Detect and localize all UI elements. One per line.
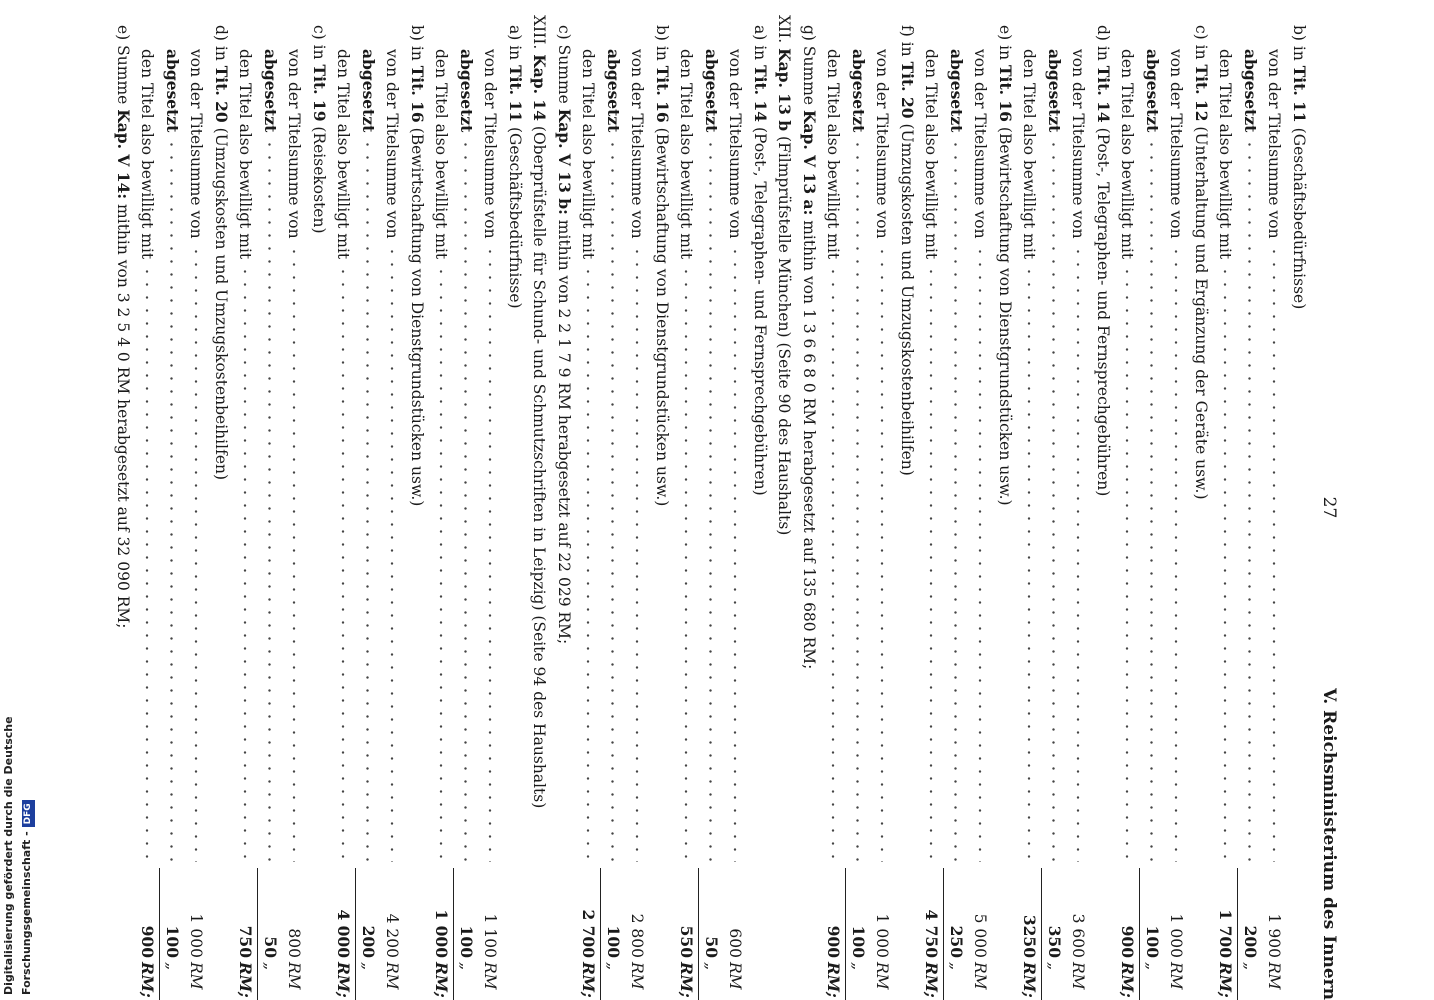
ledger-row-total bbox=[1115, 15, 1140, 1000]
ledger-row-total bbox=[331, 15, 356, 1000]
dot-leader bbox=[429, 265, 454, 862]
row-label: den Titel also bewilligt mit bbox=[432, 49, 451, 260]
dot-leader bbox=[601, 138, 626, 862]
ledger-heading bbox=[650, 15, 675, 1000]
row-label: abgesetzt bbox=[261, 49, 280, 133]
currency-unit: „ bbox=[845, 962, 871, 1000]
ledger-heading bbox=[748, 15, 773, 1000]
dot-leader bbox=[625, 245, 650, 862]
dot-leader bbox=[944, 138, 969, 862]
amount: 1 100 bbox=[481, 913, 500, 958]
page-header bbox=[1311, 15, 1345, 1000]
row-label: a) in Tit. 14 (Post-, Telegraphen- und Fernsprechgebühren) bbox=[751, 25, 770, 496]
amount: 100 bbox=[600, 868, 626, 962]
currency-unit: „ bbox=[698, 962, 724, 1000]
currency-unit: „ bbox=[159, 962, 185, 1000]
currency-unit: RM bbox=[285, 962, 304, 990]
amount: 100 bbox=[845, 868, 871, 962]
title-reference: Kap. V 13 a: bbox=[800, 110, 819, 216]
ledger-heading bbox=[772, 15, 797, 1000]
row-label: von der Titelsumme von bbox=[873, 49, 892, 239]
ledger-heading bbox=[307, 15, 332, 1000]
dot-leader bbox=[184, 245, 209, 862]
title-reference: Tit. 20 bbox=[898, 61, 917, 119]
ledger-row-total bbox=[1017, 15, 1042, 1000]
row-label: von der Titelsumme von bbox=[285, 49, 304, 239]
ledger-row bbox=[356, 15, 381, 1000]
title-reference: Tit. 12 bbox=[1192, 64, 1211, 122]
currency-unit: „ bbox=[1139, 962, 1165, 1000]
dot-leader bbox=[160, 138, 185, 862]
amount: 250 bbox=[943, 868, 969, 962]
title-reference: Tit. 11 bbox=[1290, 65, 1309, 123]
currency-unit: „ bbox=[1237, 962, 1263, 1000]
currency-unit: RM; bbox=[824, 962, 844, 998]
amount: 1 700 bbox=[1216, 909, 1236, 958]
ledger-heading bbox=[1189, 15, 1214, 1000]
dot-leader bbox=[1115, 265, 1140, 862]
amount: 4 750 bbox=[922, 909, 942, 958]
dot-leader bbox=[870, 245, 895, 862]
row-label: abgesetzt bbox=[702, 49, 721, 133]
currency-unit: RM; bbox=[677, 962, 697, 998]
currency-unit: RM; bbox=[922, 962, 942, 998]
dot-leader bbox=[1164, 245, 1189, 862]
currency-unit: „ bbox=[1041, 962, 1067, 1000]
row-label: b) in Tit. 11 (Geschäftsbedürfnisse) bbox=[1290, 25, 1309, 310]
ledger-row-total bbox=[135, 15, 160, 1000]
ledger-heading bbox=[111, 15, 136, 1000]
ledger-row-total bbox=[576, 15, 601, 1000]
row-label: abgesetzt bbox=[1143, 49, 1162, 133]
dot-leader bbox=[723, 245, 748, 862]
title-reference: Kap. 13 b bbox=[775, 48, 795, 132]
row-label: c) in Tit. 12 (Unterhaltung und Ergänzung der Geräte usw.) bbox=[1192, 25, 1211, 500]
title-reference: Tit. 20 bbox=[212, 65, 231, 123]
row-label: abgesetzt bbox=[849, 49, 868, 133]
row-label: d) in Tit. 14 (Post-, Telegraphen- und Fernsprechgebühren) bbox=[1094, 25, 1113, 497]
rotated-page-content bbox=[114, 15, 1345, 1000]
dot-leader bbox=[1238, 138, 1263, 862]
currency-unit: RM bbox=[873, 962, 892, 990]
row-label: XII. Kap. 13 b (Filmprüfstelle München) (Seite 90 des Haushalts) bbox=[775, 15, 795, 536]
ledger-heading bbox=[1287, 15, 1312, 1000]
amount: 2 800 bbox=[628, 913, 647, 958]
row-label: b) in Tit. 16 (Bewirtschaftung von Dienstgrundstücken usw.) bbox=[653, 25, 672, 507]
dot-leader bbox=[1213, 265, 1238, 862]
currency-unit: RM bbox=[383, 962, 402, 990]
ledger-row bbox=[944, 15, 969, 1000]
dot-leader bbox=[846, 138, 871, 862]
dot-leader bbox=[1140, 138, 1165, 862]
row-label: c) in Tit. 19 (Reisekosten) bbox=[310, 25, 329, 234]
row-label: von der Titelsumme von bbox=[971, 49, 990, 239]
amount: 900 bbox=[1118, 925, 1138, 958]
row-label: den Titel also bewilligt mit bbox=[1216, 49, 1235, 260]
budget-items-list bbox=[111, 15, 1312, 1000]
amount: 5 000 bbox=[971, 913, 990, 958]
row-label: den Titel also bewilligt mit bbox=[1118, 49, 1137, 260]
ledger-row bbox=[625, 15, 650, 1000]
dot-leader bbox=[454, 138, 479, 862]
currency-unit: RM bbox=[1069, 962, 1088, 990]
amount: 550 bbox=[677, 925, 697, 958]
ledger-row bbox=[160, 15, 185, 1000]
currency-unit: RM; bbox=[1020, 962, 1040, 998]
row-label: abgesetzt bbox=[1241, 49, 1260, 133]
row-label: abgesetzt bbox=[457, 49, 476, 133]
currency-unit: RM bbox=[1167, 962, 1186, 990]
row-label: den Titel also bewilligt mit bbox=[1020, 49, 1039, 260]
ledger-row bbox=[1066, 15, 1091, 1000]
ledger-row bbox=[699, 15, 724, 1000]
currency-unit: RM; bbox=[432, 962, 452, 998]
currency-unit: RM; bbox=[236, 962, 256, 998]
row-label: e) Summe Kap. V 14: mithin von 3 2 5 4 0 RM herabgesetzt auf 32 090 RM; bbox=[114, 25, 133, 629]
amount: 2 700 bbox=[579, 909, 599, 958]
dot-leader bbox=[699, 138, 724, 862]
ledger-row bbox=[968, 15, 993, 1000]
row-label: e) in Tit. 16 (Bewirtschaftung von Dienstgrundstücken usw.) bbox=[996, 25, 1015, 506]
currency-unit: „ bbox=[943, 962, 969, 1000]
amount: 350 bbox=[1041, 868, 1067, 962]
currency-unit: RM bbox=[628, 962, 647, 990]
ledger-row bbox=[380, 15, 405, 1000]
row-label: abgesetzt bbox=[163, 49, 182, 133]
row-label: den Titel also bewilligt mit bbox=[824, 49, 843, 260]
ledger-row bbox=[1164, 15, 1189, 1000]
dot-leader bbox=[919, 265, 944, 862]
ledger-row-total bbox=[919, 15, 944, 1000]
ledger-heading bbox=[209, 15, 234, 1000]
ledger-row bbox=[1042, 15, 1067, 1000]
ledger-row bbox=[258, 15, 283, 1000]
currency-unit: RM; bbox=[579, 962, 599, 998]
row-label: den Titel also bewilligt mit bbox=[334, 49, 353, 260]
row-label: den Titel also bewilligt mit bbox=[579, 49, 598, 260]
amount: 50 bbox=[257, 868, 283, 962]
ledger-heading bbox=[895, 15, 920, 1000]
row-label: abgesetzt bbox=[604, 49, 623, 133]
dot-leader bbox=[674, 265, 699, 862]
amount: 100 bbox=[1139, 868, 1165, 962]
currency-unit: RM bbox=[1265, 962, 1284, 990]
amount: 750 bbox=[236, 925, 256, 958]
row-label: abgesetzt bbox=[947, 49, 966, 133]
row-label: den Titel also bewilligt mit bbox=[677, 49, 696, 260]
row-label: von der Titelsumme von bbox=[1167, 49, 1186, 239]
ledger-row bbox=[282, 15, 307, 1000]
amount: 1 000 bbox=[873, 913, 892, 958]
row-label: d) in Tit. 20 (Umzugskosten und Umzugskostenbeihilfen) bbox=[212, 25, 231, 481]
dot-leader bbox=[356, 138, 381, 862]
amount: 3250 bbox=[1020, 914, 1040, 958]
amount: 200 bbox=[1237, 868, 1263, 962]
row-label: den Titel also bewilligt mit bbox=[236, 49, 255, 260]
footer-text: Digitalisierung gefördert durch die Deutsche Forschungsgemeinschaft - bbox=[2, 716, 33, 995]
dot-leader bbox=[135, 265, 160, 862]
ledger-row-total bbox=[821, 15, 846, 1000]
row-label: von der Titelsumme von bbox=[628, 49, 647, 239]
currency-unit: RM; bbox=[1118, 962, 1138, 998]
currency-unit: RM bbox=[187, 962, 206, 990]
title-reference: Tit. 16 bbox=[996, 65, 1015, 122]
ledger-row bbox=[1262, 15, 1287, 1000]
row-label: f) in Tit. 20 (Umzugskosten und Umzugskostenbeihilfen) bbox=[898, 25, 917, 476]
currency-unit: „ bbox=[355, 962, 381, 1000]
ledger-row bbox=[870, 15, 895, 1000]
ledger-heading bbox=[503, 15, 528, 1000]
dot-leader bbox=[1017, 265, 1042, 862]
ledger-heading bbox=[797, 15, 822, 1000]
dot-leader bbox=[258, 138, 283, 862]
amount: 900 bbox=[138, 925, 158, 958]
dot-leader bbox=[821, 265, 846, 862]
page-number: 27 bbox=[1319, 496, 1339, 519]
ledger-heading bbox=[405, 15, 430, 1000]
row-label: von der Titelsumme von bbox=[187, 49, 206, 239]
ledger-row bbox=[454, 15, 479, 1000]
dot-leader bbox=[282, 245, 307, 862]
title-reference: Kap. V 14: bbox=[114, 109, 133, 200]
ledger-row bbox=[601, 15, 626, 1000]
ledger-row-total bbox=[233, 15, 258, 1000]
currency-unit: RM; bbox=[1216, 962, 1236, 998]
digitization-footer bbox=[0, 605, 33, 995]
currency-unit: RM bbox=[726, 962, 745, 990]
currency-unit: „ bbox=[600, 962, 626, 1000]
ledger-row bbox=[1140, 15, 1165, 1000]
row-label: a) in Tit. 11 (Geschäftsbedürfnisse) bbox=[506, 25, 525, 309]
ledger-heading bbox=[527, 15, 552, 1000]
amount: 1 000 bbox=[187, 913, 206, 958]
dot-leader bbox=[1262, 245, 1287, 862]
ledger-heading bbox=[1091, 15, 1116, 1000]
currency-unit: „ bbox=[453, 962, 479, 1000]
currency-unit: „ bbox=[257, 962, 283, 1000]
amount: 200 bbox=[355, 868, 381, 962]
ledger-row-total bbox=[1213, 15, 1238, 1000]
row-label: abgesetzt bbox=[1045, 49, 1064, 133]
title-reference: Kap. 14 bbox=[530, 54, 550, 121]
title-reference: Tit. 19 bbox=[310, 64, 329, 122]
row-label: b) in Tit. 16 (Bewirtschaftung von Dienstgrundstücken usw.) bbox=[408, 25, 427, 507]
dot-leader bbox=[968, 245, 993, 862]
row-label: c) Summe Kap. V 13 b: mithin von 2 2 1 7 9 RM herabgesetzt auf 22 029 RM; bbox=[555, 25, 574, 645]
ledger-row bbox=[184, 15, 209, 1000]
row-label: den Titel also bewilligt mit bbox=[138, 49, 157, 260]
row-label: g) Summe Kap. V 13 a: mithin von 1 3 6 6 8 0 RM herabgesetzt auf 135 680 RM; bbox=[800, 25, 819, 670]
ledger-row-total bbox=[674, 15, 699, 1000]
currency-unit: RM bbox=[481, 962, 500, 990]
amount: 1 000 bbox=[432, 909, 452, 958]
row-label: abgesetzt bbox=[359, 49, 378, 133]
row-label: von der Titelsumme von bbox=[726, 49, 745, 239]
amount: 100 bbox=[453, 868, 479, 962]
amount: 4 000 bbox=[334, 909, 354, 958]
dot-leader bbox=[576, 265, 601, 862]
ledger-heading bbox=[552, 15, 577, 1000]
title-reference: Tit. 16 bbox=[653, 65, 672, 123]
ledger-row bbox=[1238, 15, 1263, 1000]
dfg-logo: DFG bbox=[22, 800, 35, 827]
amount: 1 000 bbox=[1167, 913, 1186, 958]
currency-unit: RM; bbox=[334, 962, 354, 998]
amount: 3 600 bbox=[1069, 913, 1088, 958]
row-label: von der Titelsumme von bbox=[481, 49, 500, 239]
row-label: von der Titelsumme von bbox=[1069, 49, 1088, 239]
amount: 100 bbox=[159, 868, 185, 962]
row-label: XIII. Kap. 14 (Oberprüfstelle für Schund- und Schmutzschriften in Leipzig) (Seite 94 des Haushalts) bbox=[530, 15, 550, 809]
amount: 4 200 bbox=[383, 913, 402, 958]
title-reference: Tit. 16 bbox=[408, 65, 427, 123]
dot-leader bbox=[478, 245, 503, 862]
amount: 800 bbox=[285, 928, 304, 958]
amount: 600 bbox=[726, 928, 745, 958]
title-reference: Tit. 14 bbox=[751, 65, 770, 123]
ledger-heading bbox=[993, 15, 1018, 1000]
dot-leader bbox=[331, 265, 356, 862]
currency-unit: RM bbox=[971, 962, 990, 990]
amount: 900 bbox=[824, 925, 844, 958]
title-reference: Tit. 14 bbox=[1094, 65, 1113, 123]
row-label: von der Titelsumme von bbox=[383, 49, 402, 239]
amount: 50 bbox=[698, 868, 724, 962]
row-label: von der Titelsumme von bbox=[1265, 49, 1284, 239]
page-header-title: V. Reichsministerium des Innern bbox=[1319, 688, 1339, 1000]
title-reference: Kap. V 13 b: bbox=[555, 108, 574, 215]
ledger-row bbox=[478, 15, 503, 1000]
ledger-row bbox=[723, 15, 748, 1000]
amount: 1 900 bbox=[1265, 913, 1284, 958]
dot-leader bbox=[233, 265, 258, 862]
dot-leader bbox=[380, 245, 405, 862]
currency-unit: RM; bbox=[138, 962, 158, 998]
title-reference: Tit. 11 bbox=[506, 65, 525, 123]
dot-leader bbox=[1066, 245, 1091, 862]
ledger-row-total bbox=[429, 15, 454, 1000]
dot-leader bbox=[1042, 138, 1067, 862]
ledger-row bbox=[846, 15, 871, 1000]
row-label: den Titel also bewilligt mit bbox=[922, 49, 941, 260]
